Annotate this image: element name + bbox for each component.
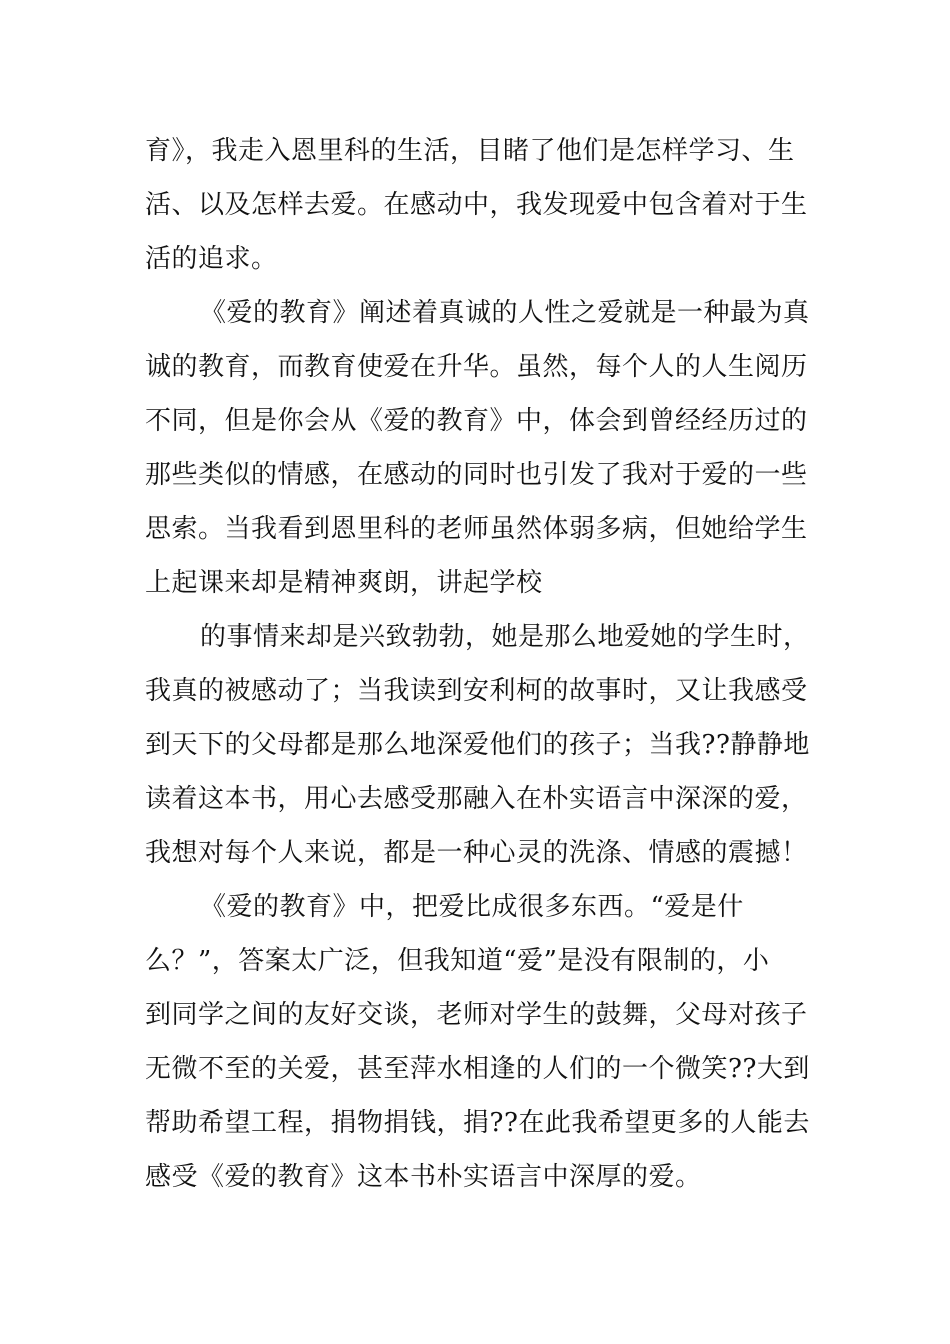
text-line: 不同，但是你会从《爱的教育》中，体会到曾经经历过的 [145,406,808,436]
text-line: 到同学之间的友好交谈，老师对学生的鼓舞，父母对孩子 [145,1000,808,1030]
text-line: 的事情来却是兴致勃勃，她是那么地爱她的学生时， [200,622,810,652]
text-line: 《爱的教育》中，把爱比成很多东西。“爱是什 [200,892,744,922]
text-line: 上起课来却是精神爽朗，讲起学校 [145,568,543,598]
text-line: 帮助希望工程，捐物捐钱，捐??在此我希望更多的人能去 [145,1108,810,1138]
paragraph-2 [145,286,810,610]
document-body [145,124,810,1204]
paragraph-4 [145,880,810,1204]
text-line: 无微不至的关爱，甚至萍水相逢的人们的一个微笑??大到 [145,1054,810,1084]
paragraph-3 [145,610,810,880]
text-line: 活、以及怎样去爱。在感动中，我发现爱中包含着对于生 [145,190,808,220]
text-line: 育》，我走入恩里科的生活，目睹了他们是怎样学习、生 [145,136,795,166]
text-line: 活的追求。 [145,244,278,274]
text-line: 我想对每个人来说，都是一种心灵的洗涤、情感的震撼！ [145,838,808,868]
text-line: 感受《爱的教育》这本书朴实语言中深厚的爱。 [145,1162,702,1192]
text-line: 到天下的父母都是那么地深爱他们的孩子；当我??静静地 [145,730,810,760]
text-line: 诚的教育，而教育使爱在升华。虽然，每个人的人生阅历 [145,352,808,382]
text-line: 么？”，答案太广泛，但我知道“爱”是没有限制的，小 [145,946,770,976]
text-line: 读着这本书，用心去感受那融入在朴实语言中深深的爱， [145,784,808,814]
text-line: 《爱的教育》阐述着真诚的人性之爱就是一种最为真 [200,298,810,328]
text-line: 那些类似的情感，在感动的同时也引发了我对于爱的一些 [145,460,808,490]
text-line: 我真的被感动了；当我读到安利柯的故事时，又让我感受 [145,676,808,706]
text-line: 思索。当我看到恩里科的老师虽然体弱多病，但她给学生 [145,514,808,544]
paragraph-1 [145,124,810,286]
